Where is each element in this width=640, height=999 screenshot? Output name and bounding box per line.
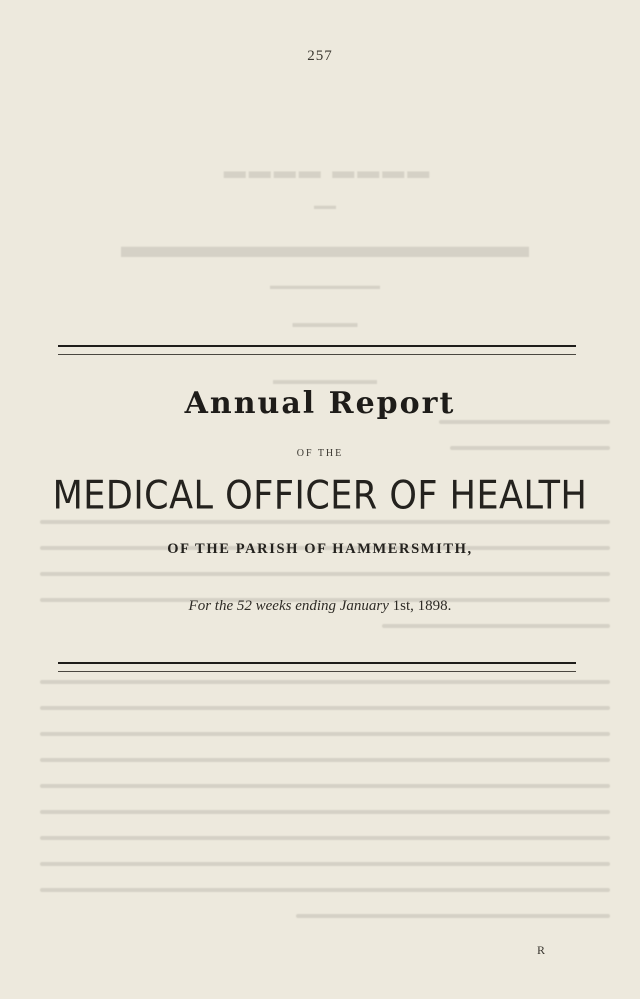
of-the-line: OF THE — [296, 448, 344, 459]
page-number: 257 — [307, 48, 333, 64]
annual-report-heading: Annual Report — [184, 386, 456, 421]
report-period — [0, 598, 640, 615]
signature-mark: R — [537, 943, 546, 957]
period-prefix: For the 52 weeks ending January — [188, 598, 393, 614]
top-double-rule — [58, 345, 576, 355]
bottom-double-rule — [58, 662, 576, 672]
period-date: 1st, 1898. — [392, 598, 452, 614]
main-title: MEDICAL OFFICER OF HEALTH — [52, 473, 588, 519]
show-through-text: ▬▬▬▬ ▬▬▬▬ ▬▬ ▬▬▬▬▬▬▬▬▬▬▬▬ ▬▬▬▬▬▬▬▬▬▬ ▬▬▬▬▬ ▬▬▬▬▬▬▬▬ — [30, 140, 620, 960]
parish-line: OF THE PARISH OF HAMMERSMITH, — [167, 541, 473, 557]
